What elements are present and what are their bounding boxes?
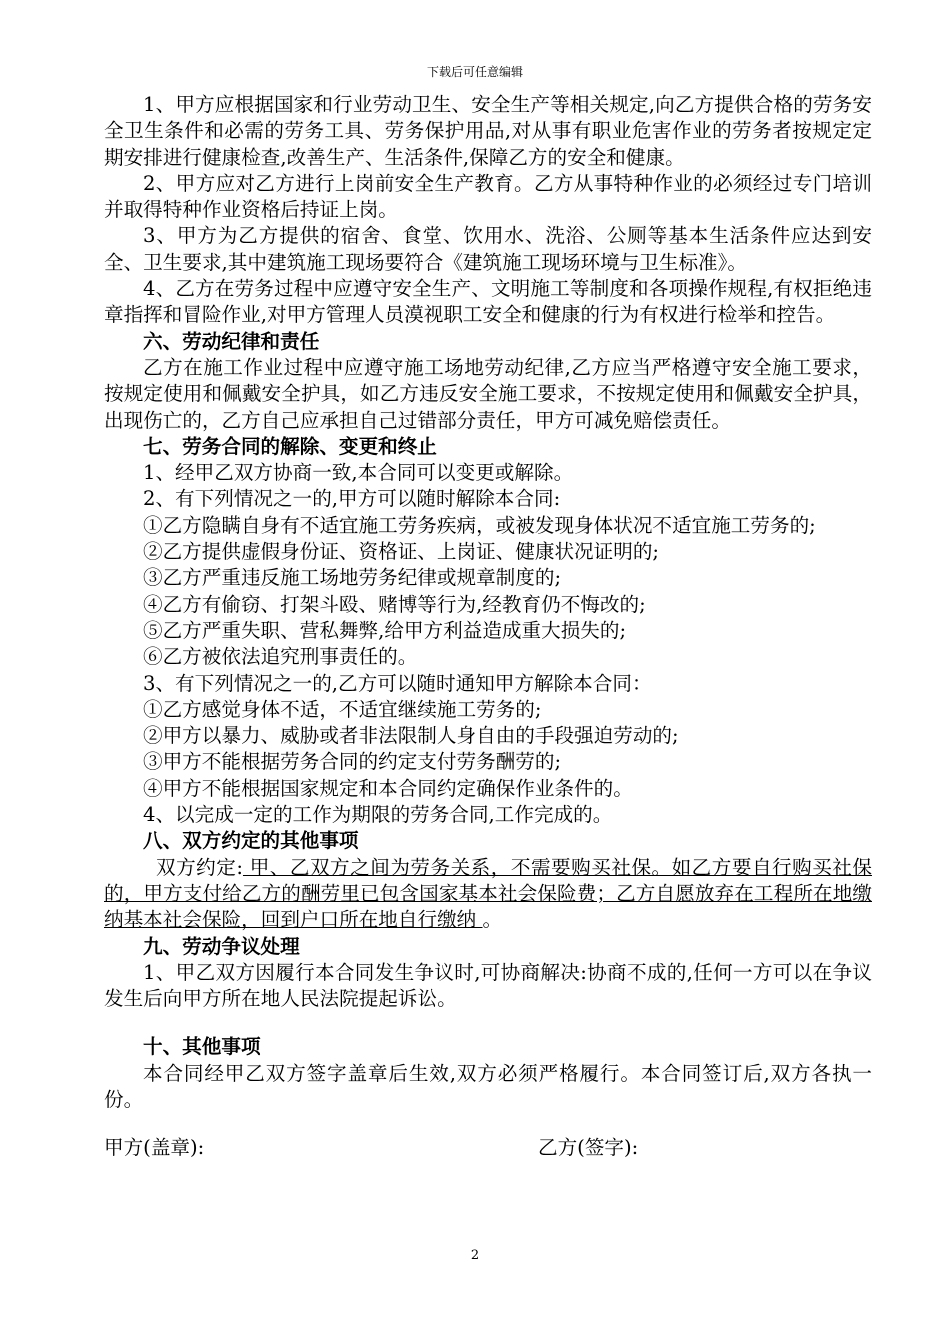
agreement-lead: 双方约定: bbox=[156, 855, 243, 879]
section-heading: 十、其他事项 bbox=[143, 1035, 261, 1059]
page-header: 下载后可任意编辑 bbox=[426, 65, 523, 79]
signature-row bbox=[104, 1135, 872, 1161]
clause-paragraph: 2、甲方应对乙方进行上岗前安全生产教育。乙方从事特种作业的必须经过专门培训并取得特种作业资格后持证上岗。 bbox=[104, 171, 872, 222]
document-body bbox=[104, 92, 872, 1162]
list-item: ①乙方感觉身体不适，不适宜继续施工劳务的; bbox=[143, 697, 542, 721]
agreement-paragraph bbox=[104, 855, 872, 934]
section-heading: 七、劳务合同的解除、变更和终止 bbox=[143, 434, 437, 458]
list-item: ②乙方提供虚假身份证、资格证、上岗证、健康状况证明的; bbox=[143, 540, 660, 564]
clause-paragraph: 1、甲方应根据国家和行业劳动卫生、安全生产等相关规定,向乙方提供合格的劳务安全卫生条件和必需的劳务工具、劳务保护用品,对从事有职业危害作业的劳务者按规定定期安排进行健康检查,改善生产、生活条件,保障乙方的安全和健康。 bbox=[104, 93, 872, 169]
agreement-end: 。 bbox=[482, 908, 503, 932]
clause-paragraph: 4、乙方在劳务过程中应遵守安全生产、文明施工等制度和各项操作规程,有权拒绝违章指挥和冒险作业,对甲方管理人员漠视职工安全和健康的行为有权进行检举和控告。 bbox=[104, 277, 872, 327]
list-item: ①乙方隐瞒自身有不适宜施工劳务疾病，或被发现身体状况不适宜施工劳务的; bbox=[143, 513, 816, 537]
agreement-underlined-text: 甲、乙双方之间为劳务关系，不需要购买社保。如乙方要自行购买社保的，甲方支付给乙方的酬劳里已包含国家基本社会保险费；乙方自愿放弃在工程所在地缴纳基本社会保险，回到户口所在地自行缴纳 bbox=[104, 855, 872, 932]
list-item: ④甲方不能根据国家规定和本合同约定确保作业条件的。 bbox=[143, 776, 633, 800]
clause-paragraph: 3、有下列情况之一的,乙方可以随时通知甲方解除本合同： bbox=[143, 671, 652, 695]
clause-paragraph: 1、甲乙双方因履行本合同发生争议时,可协商解决:协商不成的,任何一方可以在争议发生后向甲方所在地人民法院提起诉讼。 bbox=[104, 960, 872, 1011]
list-item: ③乙方严重违反施工场地劳务纪律或规章制度的; bbox=[143, 566, 562, 590]
clause-paragraph: 2、有下列情况之一的,甲方可以随时解除本合同: bbox=[143, 487, 561, 511]
clause-paragraph: 本合同经甲乙双方签字盖章后生效,双方必须严格履行。本合同签订后,双方各执一份。 bbox=[104, 1061, 872, 1111]
section-heading: 六、劳动纪律和责任 bbox=[143, 329, 320, 353]
spacer bbox=[104, 1012, 872, 1034]
section-heading: 九、劳动争议处理 bbox=[143, 934, 300, 958]
party-a-signature: 甲方(盖章): bbox=[104, 1136, 205, 1160]
page-number: 2 bbox=[470, 1248, 480, 1263]
list-item: ②甲方以暴力、威胁或者非法限制人身自由的手段强迫劳动的; bbox=[143, 724, 679, 748]
clause-paragraph: 乙方在施工作业过程中应遵守施工场地劳动纪律,乙方应当严格遵守安全施工要求，按规定使用和佩戴安全护具，如乙方违反安全施工要求，不按规定使用和佩戴安全护具，出现伤亡的，乙方自己应承担自己过错部分责任，甲方可减免赔偿责任。 bbox=[104, 355, 872, 432]
list-item: ⑤乙方严重失职、营私舞弊,给甲方利益造成重大损失的; bbox=[143, 618, 627, 642]
party-b-signature: 乙方(签字): bbox=[538, 1136, 639, 1160]
clause-paragraph: 4、以完成一定的工作为期限的劳务合同,工作完成的。 bbox=[143, 803, 613, 827]
list-item: ③甲方不能根据劳务合同的约定支付劳务酬劳的; bbox=[143, 750, 562, 774]
list-item: ⑥乙方被依法追究刑事责任的。 bbox=[143, 645, 418, 669]
clause-paragraph: 1、经甲乙双方协商一致,本合同可以变更或解除。 bbox=[143, 461, 574, 485]
section-heading: 八、双方约定的其他事项 bbox=[143, 829, 359, 853]
clause-paragraph: 3、甲方为乙方提供的宿舍、食堂、饮用水、洗浴、公厕等基本生活条件应达到安全、卫生要求,其中建筑施工现场要符合《建筑施工现场环境与卫生标准》。 bbox=[104, 224, 872, 274]
list-item: ④乙方有偷窃、打架斗殴、赌博等行为,经教育仍不悔改的; bbox=[143, 592, 646, 616]
